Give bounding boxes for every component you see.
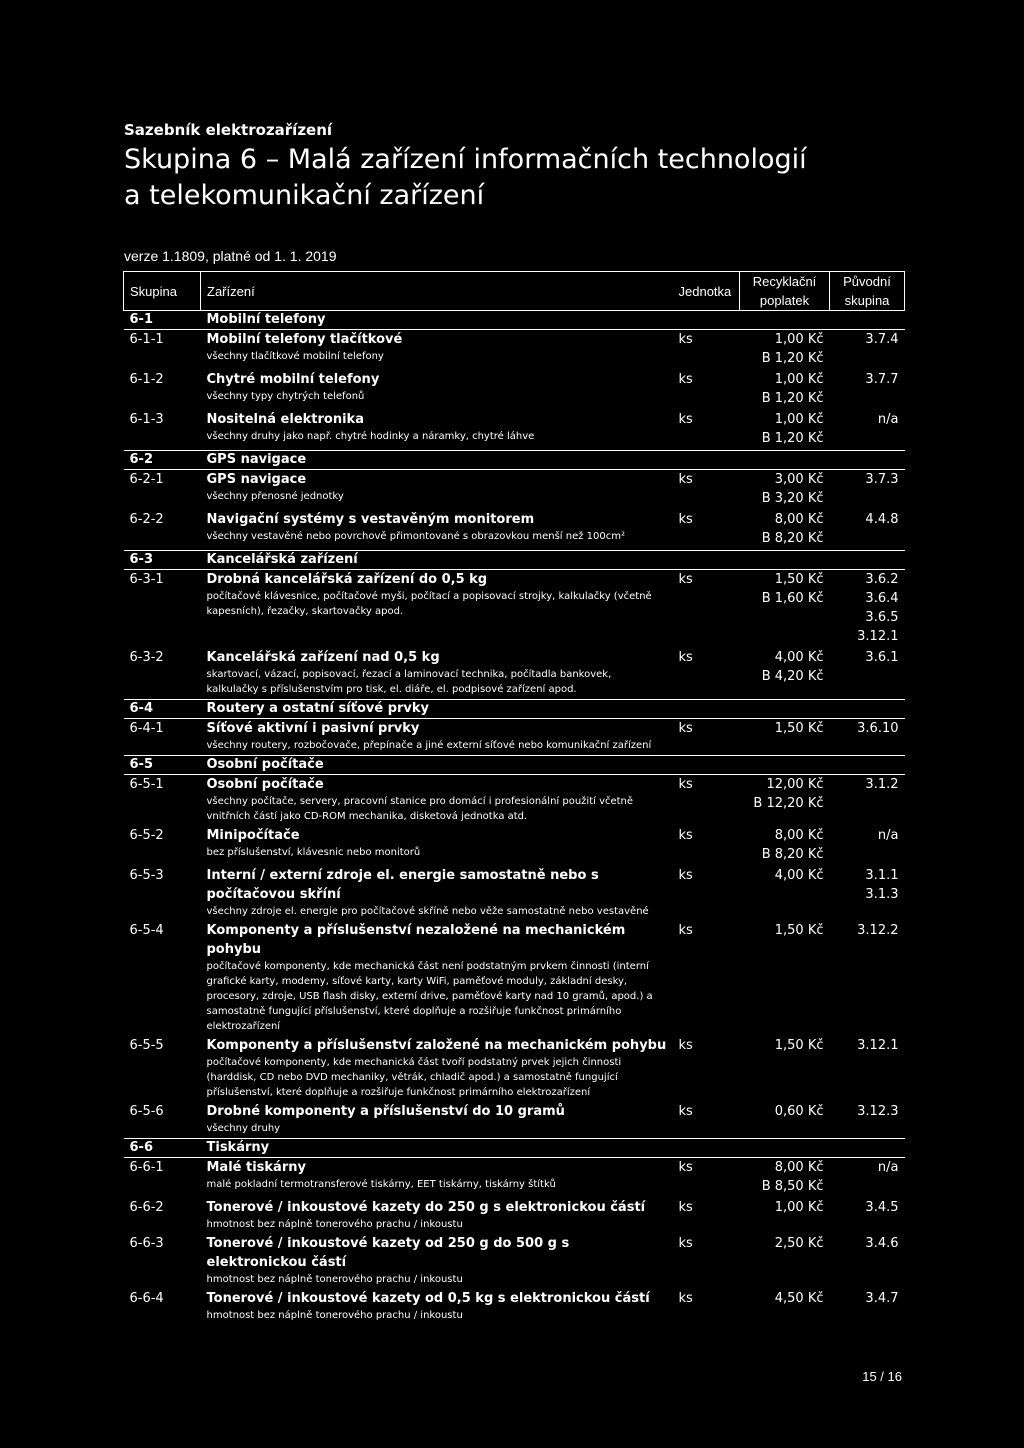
- item-original-group: [830, 1102, 905, 1139]
- item-code: 6-1-3: [129, 412, 164, 427]
- fee-value: 1,50 Kč: [774, 1038, 824, 1053]
- group-code: 6-2: [124, 451, 201, 470]
- original-group-code: 3.12.3: [857, 1104, 899, 1119]
- item-fee: [740, 370, 830, 410]
- item-unit: ks: [678, 1236, 693, 1251]
- item-fee: [740, 1289, 830, 1325]
- item-name: Komponenty a příslušenství nezaložené na mechanickém pohybu: [206, 923, 626, 957]
- table-row: [124, 410, 905, 451]
- item-cell: [201, 1234, 673, 1289]
- item-cell: [201, 775, 673, 827]
- item-code: 6-6-4: [129, 1291, 164, 1306]
- item-unit: ks: [678, 721, 693, 736]
- item-fee: [740, 1102, 830, 1139]
- table-row: [124, 775, 905, 827]
- item-unit: ks: [678, 1200, 693, 1215]
- group-row: [124, 700, 905, 719]
- title-line-1: Skupina 6 – Malá zařízení informačních technologií: [124, 144, 807, 175]
- group-code: 6-6: [124, 1139, 201, 1158]
- table-row: [124, 370, 905, 410]
- header-orig-line-1: Původní: [843, 274, 891, 289]
- item-description: všechny přenosné jednotky: [206, 491, 344, 502]
- item-cell: [201, 370, 673, 410]
- header-orig-line-2: skupina: [844, 293, 890, 308]
- item-code: 6-3-1: [129, 572, 164, 587]
- version-text: verze 1.1809, platné od 1. 1. 2019: [124, 248, 337, 264]
- item-description: všechny tlačítkové mobilní telefony: [206, 351, 384, 362]
- item-original-group: [830, 648, 905, 700]
- fee-value: B 3,20 Kč: [761, 491, 824, 506]
- item-original-group: [830, 826, 905, 866]
- table-row: [124, 330, 905, 371]
- item-description: počítačové klávesnice, počítačové myši, počítací a popisovací strojky, kalkulačky (včetně kapesních), řezačky, skartovačky apod.: [206, 591, 652, 617]
- item-cell: [201, 570, 673, 649]
- fee-value: 8,00 Kč: [774, 828, 824, 843]
- page-number: 15 / 16: [862, 1369, 902, 1384]
- item-name: Tonerové / inkoustové kazety do 250 g s elektronickou částí: [206, 1200, 646, 1215]
- pricelist-table: [123, 271, 905, 1325]
- table-row: [124, 510, 905, 551]
- original-group-code: n/a: [877, 412, 899, 427]
- table-row: [124, 470, 905, 511]
- table-row: [124, 1102, 905, 1139]
- item-unit: ks: [678, 332, 693, 347]
- original-group-code: 3.7.7: [865, 372, 899, 387]
- table-row: [124, 648, 905, 700]
- table-row: [124, 866, 905, 921]
- original-group-code: 3.6.10: [857, 721, 899, 736]
- group-name: GPS navigace: [201, 451, 905, 470]
- fee-value: 8,00 Kč: [774, 512, 824, 527]
- item-unit: ks: [678, 1160, 693, 1175]
- item-name: Osobní počítače: [206, 777, 324, 792]
- document-title: [124, 142, 924, 214]
- item-unit: ks: [678, 472, 693, 487]
- original-group-code: 3.6.5: [865, 610, 899, 625]
- original-group-code: 3.4.5: [865, 1200, 899, 1215]
- fee-value: B 1,20 Kč: [761, 391, 824, 406]
- header-orig: [830, 272, 905, 311]
- header-unit: Jednotka: [673, 272, 740, 311]
- item-description: skartovací, vázací, popisovací, řezací a laminovací technika, počítadla bankovek, kalkulačky s příslušenstvím pro tisk, el. diáře, el. podpisové zařízení apod.: [206, 669, 612, 695]
- item-description: bez příslušenství, klávesnic nebo monitorů: [206, 847, 421, 858]
- fee-value: 2,50 Kč: [774, 1236, 824, 1251]
- item-original-group: [830, 1234, 905, 1289]
- fee-value: 0,60 Kč: [774, 1104, 824, 1119]
- table-body: [124, 311, 905, 1326]
- item-unit: ks: [678, 512, 693, 527]
- item-code: 6-6-2: [129, 1200, 164, 1215]
- original-group-code: 4.4.8: [865, 512, 899, 527]
- item-unit: ks: [678, 372, 693, 387]
- item-name: Drobné komponenty a příslušenství do 10 gramů: [206, 1104, 565, 1119]
- item-unit: ks: [678, 923, 693, 938]
- item-cell: [201, 826, 673, 866]
- group-code: 6-1: [124, 311, 201, 330]
- item-unit: ks: [678, 777, 693, 792]
- table-row: [124, 719, 905, 756]
- original-group-code: 3.1.2: [865, 777, 899, 792]
- item-name: Interní / externí zdroje el. energie samostatně nebo s počítačovou skříní: [206, 868, 599, 902]
- item-code: 6-2-2: [129, 512, 164, 527]
- item-fee: [740, 470, 830, 511]
- item-fee: [740, 1198, 830, 1234]
- item-fee: [740, 648, 830, 700]
- original-group-code: 3.7.3: [865, 472, 899, 487]
- fee-value: 8,00 Kč: [774, 1160, 824, 1175]
- table-row: [124, 1158, 905, 1199]
- fee-value: 4,00 Kč: [774, 650, 824, 665]
- item-unit: ks: [678, 650, 693, 665]
- table-header-row: [124, 272, 905, 311]
- item-fee: [740, 570, 830, 649]
- item-cell: [201, 510, 673, 551]
- item-original-group: [830, 719, 905, 756]
- table-row: [124, 1198, 905, 1234]
- title-line-2: a telekomunikační zařízení: [124, 180, 485, 211]
- item-cell: [201, 648, 673, 700]
- item-unit: ks: [678, 1291, 693, 1306]
- group-name: Tiskárny: [201, 1139, 905, 1158]
- item-cell: [201, 1198, 673, 1234]
- fee-value: 4,50 Kč: [774, 1291, 824, 1306]
- item-name: Síťové aktivní i pasivní prvky: [206, 721, 420, 736]
- item-original-group: [830, 1036, 905, 1102]
- item-unit: ks: [678, 1104, 693, 1119]
- item-code: 6-5-6: [129, 1104, 164, 1119]
- item-fee: [740, 330, 830, 371]
- fee-value: B 8,20 Kč: [761, 847, 824, 862]
- original-group-code: 3.7.4: [865, 332, 899, 347]
- item-code: 6-5-3: [129, 868, 164, 883]
- table-row: [124, 1289, 905, 1325]
- item-original-group: [830, 370, 905, 410]
- item-original-group: [830, 921, 905, 1036]
- item-unit: ks: [678, 868, 693, 883]
- group-row: [124, 756, 905, 775]
- item-code: 6-5-2: [129, 828, 164, 843]
- item-original-group: [830, 470, 905, 511]
- item-cell: [201, 1102, 673, 1139]
- original-group-code: 3.4.6: [865, 1236, 899, 1251]
- item-name: Mobilní telefony tlačítkové: [206, 332, 403, 347]
- item-cell: [201, 470, 673, 511]
- item-fee: [740, 866, 830, 921]
- item-unit: ks: [678, 572, 693, 587]
- item-code: 6-5-4: [129, 923, 164, 938]
- fee-value: B 12,20 Kč: [753, 796, 824, 811]
- fee-value: 1,00 Kč: [774, 332, 824, 347]
- fee-value: 1,50 Kč: [774, 923, 824, 938]
- item-name: Nositelná elektronika: [206, 412, 364, 427]
- item-cell: [201, 1289, 673, 1325]
- item-code: 6-1-1: [129, 332, 164, 347]
- fee-value: B 1,20 Kč: [761, 431, 824, 446]
- item-fee: [740, 510, 830, 551]
- table-row: [124, 1036, 905, 1102]
- item-fee: [740, 1234, 830, 1289]
- item-original-group: [830, 1289, 905, 1325]
- item-cell: [201, 719, 673, 756]
- group-name: Routery a ostatní síťové prvky: [201, 700, 905, 719]
- item-description: hmotnost bez náplně tonerového prachu / inkoustu: [206, 1274, 463, 1285]
- original-group-code: 3.12.1: [857, 629, 899, 644]
- fee-value: 4,00 Kč: [774, 868, 824, 883]
- header-group: Skupina: [124, 272, 201, 311]
- item-fee: [740, 775, 830, 827]
- fee-value: B 4,20 Kč: [761, 669, 824, 684]
- item-original-group: [830, 1158, 905, 1199]
- fee-value: 1,50 Kč: [774, 572, 824, 587]
- item-cell: [201, 1158, 673, 1199]
- item-cell: [201, 866, 673, 921]
- fee-value: 3,00 Kč: [774, 472, 824, 487]
- original-group-code: 3.12.2: [857, 923, 899, 938]
- group-code: 6-4: [124, 700, 201, 719]
- table-row: [124, 826, 905, 866]
- item-code: 6-2-1: [129, 472, 164, 487]
- item-name: Komponenty a příslušenství založené na mechanickém pohybu: [206, 1038, 667, 1053]
- item-cell: [201, 1036, 673, 1102]
- header-device: Zařízení: [201, 272, 673, 311]
- item-code: 6-6-3: [129, 1236, 164, 1251]
- original-group-code: 3.6.4: [865, 591, 899, 606]
- fee-value: B 1,20 Kč: [761, 351, 824, 366]
- item-name: Tonerové / inkoustové kazety od 0,5 kg s elektronickou částí: [206, 1291, 650, 1306]
- header-fee: [740, 272, 830, 311]
- group-name: Mobilní telefony: [201, 311, 905, 330]
- item-original-group: [830, 1198, 905, 1234]
- group-row: [124, 311, 905, 330]
- group-name: Kancelářská zařízení: [201, 551, 905, 570]
- item-original-group: [830, 330, 905, 371]
- original-group-code: 3.6.1: [865, 650, 899, 665]
- item-code: 6-5-5: [129, 1038, 164, 1053]
- fee-value: 1,00 Kč: [774, 372, 824, 387]
- item-fee: [740, 1158, 830, 1199]
- item-fee: [740, 1036, 830, 1102]
- header-fee-line-2: poplatek: [759, 293, 810, 308]
- original-group-code: n/a: [877, 828, 899, 843]
- item-name: GPS navigace: [206, 472, 307, 487]
- item-description: hmotnost bez náplně tonerového prachu / inkoustu: [206, 1310, 463, 1321]
- group-name: Osobní počítače: [201, 756, 905, 775]
- item-unit: ks: [678, 412, 693, 427]
- document-header: [124, 120, 924, 264]
- document-supertitle: Sazebník elektrozařízení: [124, 121, 333, 139]
- item-original-group: [830, 775, 905, 827]
- item-description: všechny routery, rozbočovače, přepínače a jiné externí síťové nebo komunikační zařízení: [206, 740, 652, 751]
- group-code: 6-5: [124, 756, 201, 775]
- item-description: počítačové komponenty, kde mechanická část tvoří podstatný prvek jejich činnosti (harddisk, CD nebo DVD mechaniky, větrák, chladič apod.) a samostatně fungující příslušenství, které doplňuje a rozšiřuje funkčnost primárního elektrozařízení: [206, 1057, 622, 1098]
- original-group-code: 3.1.3: [865, 887, 899, 902]
- group-row: [124, 1139, 905, 1158]
- fee-value: 12,00 Kč: [766, 777, 824, 792]
- item-code: 6-6-1: [129, 1160, 164, 1175]
- item-name: Chytré mobilní telefony: [206, 372, 380, 387]
- fee-value: 1,50 Kč: [774, 721, 824, 736]
- item-fee: [740, 826, 830, 866]
- item-description: hmotnost bez náplně tonerového prachu / inkoustu: [206, 1219, 463, 1230]
- item-original-group: [830, 510, 905, 551]
- table-row: [124, 1234, 905, 1289]
- fee-value: B 8,20 Kč: [761, 531, 824, 546]
- item-name: Tonerové / inkoustové kazety od 250 g do 500 g s elektronickou částí: [206, 1236, 570, 1270]
- fee-value: 1,00 Kč: [774, 1200, 824, 1215]
- item-code: 6-4-1: [129, 721, 164, 736]
- item-original-group: [830, 866, 905, 921]
- item-original-group: [830, 570, 905, 649]
- item-name: Minipočítače: [206, 828, 300, 843]
- header-fee-line-1: Recyklační: [752, 274, 817, 289]
- item-code: 6-5-1: [129, 777, 164, 792]
- item-description: malé pokladní termotransferové tiskárny, EET tiskárny, tiskárny štítků: [206, 1179, 556, 1190]
- table-row: [124, 921, 905, 1036]
- item-code: 6-3-2: [129, 650, 164, 665]
- original-group-code: 3.12.1: [857, 1038, 899, 1053]
- item-fee: [740, 410, 830, 451]
- fee-value: B 8,50 Kč: [761, 1179, 824, 1194]
- fee-value: B 1,60 Kč: [761, 591, 824, 606]
- item-name: Kancelářská zařízení nad 0,5 kg: [206, 650, 440, 665]
- item-description: všechny typy chytrých telefonů: [206, 391, 365, 402]
- group-row: [124, 551, 905, 570]
- group-code: 6-3: [124, 551, 201, 570]
- item-cell: [201, 921, 673, 1036]
- item-unit: ks: [678, 1038, 693, 1053]
- item-description: počítačové komponenty, kde mechanická část není podstatným prvkem činnosti (interní grafické karty, modemy, síťové karty, karty WiFi, paměťové moduly, základní desky, procesory, zdroje, USB flash disky, externí drive, paměťové karty nad 10 gramů, apod.) a samostatně fungující příslušenství, které doplňuje a rozšiřuje funkčnost primárního elektrozařízení: [206, 961, 653, 1032]
- original-group-code: 3.6.2: [865, 572, 899, 587]
- item-code: 6-1-2: [129, 372, 164, 387]
- item-cell: [201, 410, 673, 451]
- item-description: všechny druhy: [206, 1123, 281, 1134]
- fee-value: 1,00 Kč: [774, 412, 824, 427]
- original-group-code: 3.4.7: [865, 1291, 899, 1306]
- item-description: všechny zdroje el. energie pro počítačové skříně nebo věže samostatně nebo vestavěné: [206, 906, 649, 917]
- item-description: všechny počítače, servery, pracovní stanice pro domácí i profesionální použití včetně vnitřních částí jako CD-ROM mechanika, disketová jednotka atd.: [206, 796, 634, 822]
- item-name: Navigační systémy s vestavěným monitorem: [206, 512, 535, 527]
- original-group-code: n/a: [877, 1160, 899, 1175]
- item-name: Malé tiskárny: [206, 1160, 306, 1175]
- item-fee: [740, 719, 830, 756]
- original-group-code: 3.1.1: [865, 868, 899, 883]
- item-original-group: [830, 410, 905, 451]
- item-name: Drobná kancelářská zařízení do 0,5 kg: [206, 572, 488, 587]
- item-description: všechny vestavěné nebo povrchově přimontované s obrazovkou menší než 100cm²: [206, 531, 626, 542]
- item-cell: [201, 330, 673, 371]
- item-fee: [740, 921, 830, 1036]
- table-row: [124, 570, 905, 649]
- item-description: všechny druhy jako např. chytré hodinky a náramky, chytré láhve: [206, 431, 535, 442]
- item-unit: ks: [678, 828, 693, 843]
- group-row: [124, 451, 905, 470]
